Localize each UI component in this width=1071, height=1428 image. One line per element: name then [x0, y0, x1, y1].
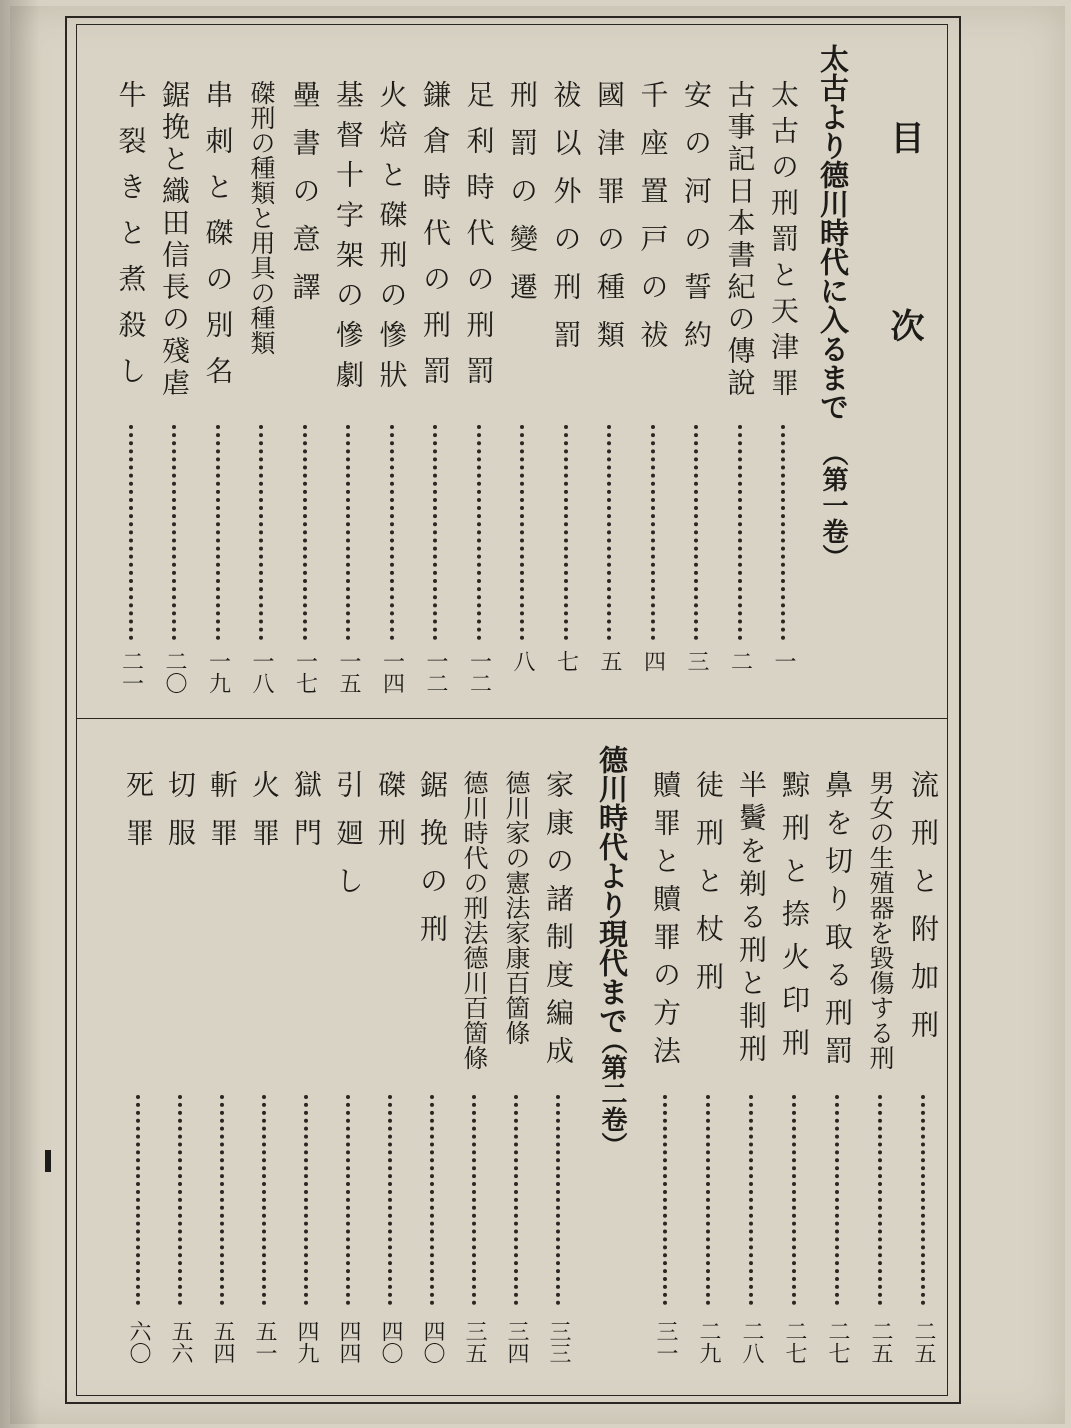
- folio-mark: [45, 1150, 51, 1172]
- toc-entry-title: 鋸挽と織田信長の殘虐: [158, 80, 191, 400]
- toc-page-number: 一二: [423, 650, 448, 694]
- toc-entry-title: 磔刑: [374, 770, 407, 866]
- toc-entry-title: 火罪: [248, 770, 281, 866]
- toc-entry-title: 基督十字架の慘劇: [332, 80, 365, 400]
- dot-leader: [477, 425, 487, 640]
- toc-page-number: 三: [684, 650, 709, 672]
- toc-entry-title: 足利時代の刑罰: [462, 80, 496, 402]
- dot-leader: [220, 1095, 230, 1305]
- toc-page-number: 二: [727, 650, 753, 672]
- dot-leader: [556, 1095, 566, 1305]
- volume2-heading: 德川時代より現代まで: [595, 745, 629, 1035]
- toc-entry-title: 鎌倉時代の刑罰: [419, 80, 452, 402]
- toc-page-number: 三四: [504, 1320, 529, 1364]
- dot-leader: [781, 425, 791, 640]
- volume1-heading: 太古より德川時代に入るまで: [816, 44, 850, 421]
- dot-leader: [738, 425, 748, 640]
- toc-entry-title: 古事記日本書紀の傳說: [723, 80, 757, 400]
- dot-leader: [472, 1095, 482, 1305]
- dot-leader: [136, 1095, 146, 1305]
- toc-entry-title: 火焙と磔刑の慘狀: [375, 80, 409, 400]
- volume1-label: （第一卷）: [818, 440, 848, 570]
- toc-entry-title: 串刺と磔の別名: [201, 80, 235, 402]
- toc-entry-title: 千座置戸の祓: [636, 80, 670, 368]
- toc-entry-title: 男女の生殖器を毀傷する刑: [866, 770, 895, 1070]
- dot-leader: [304, 1095, 314, 1305]
- dot-leader: [564, 425, 574, 640]
- toc-page-number: 二七: [825, 1320, 850, 1364]
- dot-leader: [388, 1095, 398, 1305]
- toc-page-number: 三五: [462, 1320, 487, 1364]
- toc-page-number: 四〇: [420, 1320, 445, 1364]
- toc-page-number: 二五: [911, 1320, 936, 1364]
- toc-entry-title: 引廻し: [332, 770, 365, 914]
- dot-leader: [607, 425, 617, 640]
- toc-page-number: 一: [771, 650, 796, 672]
- toc-page-number: 七: [553, 650, 579, 672]
- toc-page-number: 四: [640, 650, 666, 672]
- toc-entry-title: 贖罪と贖罪の方法: [649, 770, 682, 1074]
- dot-leader: [835, 1095, 845, 1305]
- dot-leader: [346, 425, 356, 640]
- toc-page-number: 三三: [546, 1320, 571, 1364]
- toc-page-number: 一七: [292, 650, 318, 694]
- dot-leader: [346, 1095, 356, 1305]
- dot-leader: [433, 425, 443, 640]
- toc-page-number: 一二: [466, 650, 492, 694]
- dot-leader: [129, 425, 139, 640]
- toc-entry-title: 半鬢を剃る刑と剕刑: [735, 770, 768, 1067]
- toc-page-number: 六〇: [126, 1320, 151, 1364]
- dot-leader: [303, 425, 313, 640]
- toc-entry-title: 壘書の意譯: [288, 80, 322, 320]
- toc-entry-title: 祓以外の刑罰: [549, 80, 583, 368]
- toc-entry-title: 徒刑と杖刑: [692, 770, 725, 1010]
- dot-leader: [651, 425, 661, 640]
- dot-leader: [706, 1095, 716, 1305]
- toc-page-number: 四九: [294, 1320, 319, 1364]
- toc-entry-title: 家康の諸制度編成: [542, 770, 575, 1074]
- dot-leader: [663, 1095, 673, 1305]
- dot-leader: [878, 1095, 888, 1305]
- dot-leader: [520, 425, 530, 640]
- toc-page-number: 五六: [168, 1320, 193, 1364]
- page-title: 目 次: [884, 120, 924, 402]
- toc-page-number: 二七: [782, 1320, 807, 1364]
- toc-page-number: 八: [510, 650, 535, 672]
- toc-entry-title: 鼻を切り取る刑罰: [821, 770, 854, 1074]
- toc-page-number: 一四: [379, 650, 405, 694]
- toc-entry-title: 切服: [164, 770, 197, 866]
- toc-entry-title: 獄門: [290, 770, 323, 866]
- dot-leader: [921, 1095, 931, 1305]
- toc-page-number: 二八: [739, 1320, 764, 1364]
- toc-entry-title: 牛裂きと煮殺し: [114, 80, 148, 402]
- toc-page-number: 四四: [336, 1320, 361, 1364]
- dot-leader: [178, 1095, 188, 1305]
- dot-leader: [390, 425, 400, 640]
- toc-entry-title: 國津罪の種類: [593, 80, 626, 368]
- toc-entry-title: 刑罰の變遷: [506, 80, 539, 320]
- dot-leader: [430, 1095, 440, 1305]
- toc-page-number: 二九: [696, 1320, 721, 1364]
- toc-page-number: 二五: [868, 1320, 893, 1364]
- toc-page-number: 四〇: [378, 1320, 403, 1364]
- toc-page-number: 五一: [252, 1320, 277, 1364]
- toc-page-number: 五: [597, 650, 622, 672]
- dot-leader: [216, 425, 226, 640]
- toc-entry-title: 磔刑の種類と用具の種類: [247, 80, 276, 355]
- toc-entry-title: 太古の刑罰と天津罪: [767, 80, 800, 404]
- section-divider: [76, 718, 948, 719]
- toc-entry-title: 流刑と附加刑: [907, 770, 940, 1058]
- toc-entry-title: 黥刑と捺火印刑: [778, 770, 811, 1071]
- dot-leader: [694, 425, 704, 640]
- toc-entry-title: 斬罪: [206, 770, 239, 866]
- dot-leader: [262, 1095, 272, 1305]
- toc-entry-title: 死罪: [122, 770, 155, 866]
- dot-leader: [259, 425, 269, 640]
- dot-leader: [514, 1095, 524, 1305]
- dot-leader: [172, 425, 182, 640]
- toc-page-number: 一九: [205, 650, 231, 694]
- toc-entry-title: 安の河の誓約: [680, 80, 713, 368]
- toc-entry-title: 德川時代の刑法德川百箇條: [460, 770, 489, 1070]
- dot-leader: [792, 1095, 802, 1305]
- toc-page-number: 三一: [653, 1320, 678, 1364]
- toc-entry-title: 鋸挽の刑: [416, 770, 449, 962]
- toc-page-number: 一五: [336, 650, 361, 694]
- spine-shadow: [0, 0, 40, 1428]
- toc-page-number: 五四: [210, 1320, 235, 1364]
- toc-page-number: 二一: [118, 650, 144, 694]
- volume2-label: （第二卷）: [597, 1028, 627, 1158]
- dot-leader: [749, 1095, 759, 1305]
- toc-entry-title: 德川家の憲法家康百箇條: [502, 770, 531, 1045]
- toc-page-number: 二〇: [162, 650, 187, 694]
- toc-page-number: 一八: [249, 650, 274, 694]
